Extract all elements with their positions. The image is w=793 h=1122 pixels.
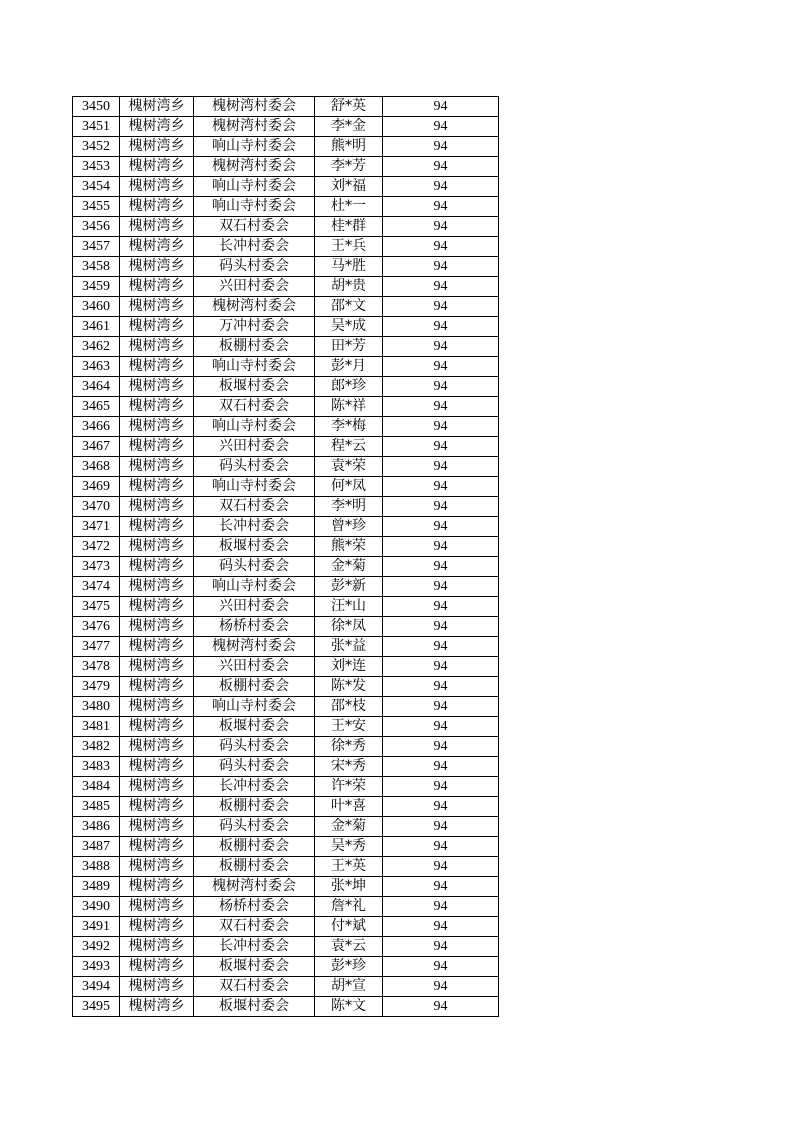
table-row xyxy=(73,817,499,837)
table-row xyxy=(73,517,499,537)
village-committee-cell: 板堰村委会 xyxy=(194,717,315,737)
person-name-cell: 吴*成 xyxy=(315,317,383,337)
serial-number-cell: 3455 xyxy=(73,197,120,217)
serial-number-cell: 3477 xyxy=(73,637,120,657)
village-committee-cell: 槐树湾村委会 xyxy=(194,157,315,177)
score-cell: 94 xyxy=(383,877,499,897)
table-row xyxy=(73,957,499,977)
score-cell: 94 xyxy=(383,757,499,777)
score-cell: 94 xyxy=(383,197,499,217)
person-name-cell: 李*芳 xyxy=(315,157,383,177)
score-cell: 94 xyxy=(383,97,499,117)
serial-number-cell: 3481 xyxy=(73,717,120,737)
score-cell: 94 xyxy=(383,837,499,857)
person-name-cell: 陈*文 xyxy=(315,997,383,1017)
score-cell: 94 xyxy=(383,357,499,377)
person-name-cell: 付*斌 xyxy=(315,917,383,937)
table-row xyxy=(73,457,499,477)
village-committee-cell: 响山寺村委会 xyxy=(194,417,315,437)
person-name-cell: 田*芳 xyxy=(315,337,383,357)
serial-number-cell: 3482 xyxy=(73,737,120,757)
score-cell: 94 xyxy=(383,677,499,697)
table-row xyxy=(73,657,499,677)
serial-number-cell: 3473 xyxy=(73,557,120,577)
serial-number-cell: 3480 xyxy=(73,697,120,717)
table-row xyxy=(73,537,499,557)
town-cell: 槐树湾乡 xyxy=(120,497,194,517)
table-row xyxy=(73,317,499,337)
table-row xyxy=(73,617,499,637)
table-row xyxy=(73,757,499,777)
person-name-cell: 王*英 xyxy=(315,857,383,877)
serial-number-cell: 3458 xyxy=(73,257,120,277)
town-cell: 槐树湾乡 xyxy=(120,157,194,177)
person-name-cell: 吴*秀 xyxy=(315,837,383,857)
serial-number-cell: 3462 xyxy=(73,337,120,357)
serial-number-cell: 3467 xyxy=(73,437,120,457)
table-row xyxy=(73,597,499,617)
serial-number-cell: 3454 xyxy=(73,177,120,197)
serial-number-cell: 3472 xyxy=(73,537,120,557)
table-row xyxy=(73,857,499,877)
serial-number-cell: 3469 xyxy=(73,477,120,497)
person-name-cell: 彭*珍 xyxy=(315,957,383,977)
table-row xyxy=(73,217,499,237)
person-name-cell: 徐*秀 xyxy=(315,737,383,757)
table-row xyxy=(73,357,499,377)
village-committee-cell: 板堰村委会 xyxy=(194,997,315,1017)
village-committee-cell: 码头村委会 xyxy=(194,457,315,477)
town-cell: 槐树湾乡 xyxy=(120,117,194,137)
person-name-cell: 袁*云 xyxy=(315,937,383,957)
town-cell: 槐树湾乡 xyxy=(120,217,194,237)
person-name-cell: 程*云 xyxy=(315,437,383,457)
score-cell: 94 xyxy=(383,497,499,517)
table-row xyxy=(73,297,499,317)
table-row xyxy=(73,237,499,257)
serial-number-cell: 3494 xyxy=(73,977,120,997)
serial-number-cell: 3463 xyxy=(73,357,120,377)
village-committee-cell: 码头村委会 xyxy=(194,817,315,837)
score-cell: 94 xyxy=(383,997,499,1017)
person-name-cell: 何*凤 xyxy=(315,477,383,497)
town-cell: 槐树湾乡 xyxy=(120,557,194,577)
score-cell: 94 xyxy=(383,557,499,577)
village-committee-cell: 兴田村委会 xyxy=(194,277,315,297)
person-name-cell: 桂*群 xyxy=(315,217,383,237)
village-committee-cell: 槐树湾村委会 xyxy=(194,297,315,317)
table-row xyxy=(73,437,499,457)
serial-number-cell: 3461 xyxy=(73,317,120,337)
serial-number-cell: 3492 xyxy=(73,937,120,957)
person-name-cell: 袁*荣 xyxy=(315,457,383,477)
village-committee-cell: 槐树湾村委会 xyxy=(194,117,315,137)
village-committee-cell: 响山寺村委会 xyxy=(194,477,315,497)
serial-number-cell: 3451 xyxy=(73,117,120,137)
village-committee-cell: 板棚村委会 xyxy=(194,857,315,877)
person-name-cell: 胡*宣 xyxy=(315,977,383,997)
village-committee-cell: 板堰村委会 xyxy=(194,537,315,557)
score-cell: 94 xyxy=(383,717,499,737)
score-cell: 94 xyxy=(383,417,499,437)
score-cell: 94 xyxy=(383,457,499,477)
score-cell: 94 xyxy=(383,917,499,937)
village-committee-cell: 双石村委会 xyxy=(194,397,315,417)
score-cell: 94 xyxy=(383,957,499,977)
person-name-cell: 詹*礼 xyxy=(315,897,383,917)
village-committee-cell: 码头村委会 xyxy=(194,557,315,577)
town-cell: 槐树湾乡 xyxy=(120,617,194,637)
village-committee-cell: 杨桥村委会 xyxy=(194,897,315,917)
village-committee-cell: 双石村委会 xyxy=(194,217,315,237)
serial-number-cell: 3466 xyxy=(73,417,120,437)
town-cell: 槐树湾乡 xyxy=(120,957,194,977)
town-cell: 槐树湾乡 xyxy=(120,737,194,757)
score-cell: 94 xyxy=(383,117,499,137)
score-cell: 94 xyxy=(383,317,499,337)
serial-number-cell: 3489 xyxy=(73,877,120,897)
town-cell: 槐树湾乡 xyxy=(120,777,194,797)
table-row xyxy=(73,257,499,277)
score-cell: 94 xyxy=(383,577,499,597)
score-cell: 94 xyxy=(383,697,499,717)
serial-number-cell: 3457 xyxy=(73,237,120,257)
score-cell: 94 xyxy=(383,797,499,817)
table-row xyxy=(73,737,499,757)
village-committee-cell: 板棚村委会 xyxy=(194,677,315,697)
serial-number-cell: 3483 xyxy=(73,757,120,777)
table-row xyxy=(73,197,499,217)
town-cell: 槐树湾乡 xyxy=(120,577,194,597)
person-name-cell: 李*金 xyxy=(315,117,383,137)
village-committee-cell: 响山寺村委会 xyxy=(194,577,315,597)
town-cell: 槐树湾乡 xyxy=(120,357,194,377)
town-cell: 槐树湾乡 xyxy=(120,537,194,557)
village-committee-cell: 兴田村委会 xyxy=(194,437,315,457)
table-row xyxy=(73,877,499,897)
village-committee-cell: 响山寺村委会 xyxy=(194,357,315,377)
person-name-cell: 熊*荣 xyxy=(315,537,383,557)
score-cell: 94 xyxy=(383,217,499,237)
village-committee-cell: 槐树湾村委会 xyxy=(194,97,315,117)
village-committee-cell: 兴田村委会 xyxy=(194,657,315,677)
town-cell: 槐树湾乡 xyxy=(120,277,194,297)
town-cell: 槐树湾乡 xyxy=(120,317,194,337)
serial-number-cell: 3486 xyxy=(73,817,120,837)
table-row xyxy=(73,897,499,917)
serial-number-cell: 3471 xyxy=(73,517,120,537)
table-row xyxy=(73,937,499,957)
score-cell: 94 xyxy=(383,437,499,457)
score-cell: 94 xyxy=(383,237,499,257)
person-name-cell: 彭*月 xyxy=(315,357,383,377)
village-committee-cell: 响山寺村委会 xyxy=(194,197,315,217)
person-name-cell: 曾*珍 xyxy=(315,517,383,537)
table-row xyxy=(73,117,499,137)
town-cell: 槐树湾乡 xyxy=(120,257,194,277)
town-cell: 槐树湾乡 xyxy=(120,517,194,537)
town-cell: 槐树湾乡 xyxy=(120,637,194,657)
person-name-cell: 马*胜 xyxy=(315,257,383,277)
serial-number-cell: 3491 xyxy=(73,917,120,937)
score-cell: 94 xyxy=(383,657,499,677)
town-cell: 槐树湾乡 xyxy=(120,337,194,357)
table-row xyxy=(73,777,499,797)
table-row xyxy=(73,137,499,157)
village-committee-cell: 响山寺村委会 xyxy=(194,177,315,197)
table-row xyxy=(73,637,499,657)
score-cell: 94 xyxy=(383,977,499,997)
person-name-cell: 徐*凤 xyxy=(315,617,383,637)
person-name-cell: 杜*一 xyxy=(315,197,383,217)
village-committee-cell: 长冲村委会 xyxy=(194,517,315,537)
town-cell: 槐树湾乡 xyxy=(120,817,194,837)
record-table xyxy=(72,96,499,1017)
serial-number-cell: 3474 xyxy=(73,577,120,597)
serial-number-cell: 3460 xyxy=(73,297,120,317)
town-cell: 槐树湾乡 xyxy=(120,377,194,397)
village-committee-cell: 杨桥村委会 xyxy=(194,617,315,637)
person-name-cell: 熊*明 xyxy=(315,137,383,157)
town-cell: 槐树湾乡 xyxy=(120,677,194,697)
town-cell: 槐树湾乡 xyxy=(120,177,194,197)
village-committee-cell: 响山寺村委会 xyxy=(194,137,315,157)
town-cell: 槐树湾乡 xyxy=(120,877,194,897)
serial-number-cell: 3493 xyxy=(73,957,120,977)
person-name-cell: 舒*英 xyxy=(315,97,383,117)
score-cell: 94 xyxy=(383,137,499,157)
person-name-cell: 许*荣 xyxy=(315,777,383,797)
table-row xyxy=(73,837,499,857)
score-cell: 94 xyxy=(383,617,499,637)
table-row xyxy=(73,797,499,817)
village-committee-cell: 板堰村委会 xyxy=(194,957,315,977)
village-committee-cell: 板棚村委会 xyxy=(194,797,315,817)
score-cell: 94 xyxy=(383,517,499,537)
serial-number-cell: 3456 xyxy=(73,217,120,237)
serial-number-cell: 3490 xyxy=(73,897,120,917)
village-committee-cell: 双石村委会 xyxy=(194,497,315,517)
village-committee-cell: 码头村委会 xyxy=(194,257,315,277)
table-row xyxy=(73,177,499,197)
table-row xyxy=(73,697,499,717)
score-cell: 94 xyxy=(383,897,499,917)
serial-number-cell: 3484 xyxy=(73,777,120,797)
town-cell: 槐树湾乡 xyxy=(120,997,194,1017)
serial-number-cell: 3488 xyxy=(73,857,120,877)
town-cell: 槐树湾乡 xyxy=(120,197,194,217)
town-cell: 槐树湾乡 xyxy=(120,897,194,917)
town-cell: 槐树湾乡 xyxy=(120,417,194,437)
table-row xyxy=(73,717,499,737)
town-cell: 槐树湾乡 xyxy=(120,697,194,717)
serial-number-cell: 3450 xyxy=(73,97,120,117)
serial-number-cell: 3465 xyxy=(73,397,120,417)
person-name-cell: 陈*祥 xyxy=(315,397,383,417)
score-cell: 94 xyxy=(383,817,499,837)
village-committee-cell: 兴田村委会 xyxy=(194,597,315,617)
score-cell: 94 xyxy=(383,537,499,557)
record-table-body xyxy=(73,97,499,1017)
score-cell: 94 xyxy=(383,297,499,317)
village-committee-cell: 板堰村委会 xyxy=(194,377,315,397)
village-committee-cell: 双石村委会 xyxy=(194,977,315,997)
village-committee-cell: 响山寺村委会 xyxy=(194,697,315,717)
table-row xyxy=(73,277,499,297)
score-cell: 94 xyxy=(383,777,499,797)
person-name-cell: 彭*新 xyxy=(315,577,383,597)
table-row xyxy=(73,97,499,117)
score-cell: 94 xyxy=(383,277,499,297)
person-name-cell: 李*梅 xyxy=(315,417,383,437)
score-cell: 94 xyxy=(383,597,499,617)
score-cell: 94 xyxy=(383,337,499,357)
serial-number-cell: 3475 xyxy=(73,597,120,617)
table-row xyxy=(73,337,499,357)
person-name-cell: 叶*喜 xyxy=(315,797,383,817)
table-row xyxy=(73,997,499,1017)
person-name-cell: 金*菊 xyxy=(315,817,383,837)
town-cell: 槐树湾乡 xyxy=(120,717,194,737)
table-row xyxy=(73,577,499,597)
table-row xyxy=(73,477,499,497)
person-name-cell: 胡*贵 xyxy=(315,277,383,297)
town-cell: 槐树湾乡 xyxy=(120,437,194,457)
table-row xyxy=(73,397,499,417)
person-name-cell: 王*兵 xyxy=(315,237,383,257)
village-committee-cell: 板棚村委会 xyxy=(194,837,315,857)
town-cell: 槐树湾乡 xyxy=(120,857,194,877)
score-cell: 94 xyxy=(383,377,499,397)
person-name-cell: 郎*珍 xyxy=(315,377,383,397)
table-row xyxy=(73,377,499,397)
town-cell: 槐树湾乡 xyxy=(120,477,194,497)
serial-number-cell: 3464 xyxy=(73,377,120,397)
town-cell: 槐树湾乡 xyxy=(120,837,194,857)
town-cell: 槐树湾乡 xyxy=(120,917,194,937)
table-row xyxy=(73,977,499,997)
serial-number-cell: 3485 xyxy=(73,797,120,817)
score-cell: 94 xyxy=(383,397,499,417)
village-committee-cell: 万冲村委会 xyxy=(194,317,315,337)
serial-number-cell: 3495 xyxy=(73,997,120,1017)
score-cell: 94 xyxy=(383,937,499,957)
serial-number-cell: 3459 xyxy=(73,277,120,297)
village-committee-cell: 槐树湾村委会 xyxy=(194,877,315,897)
town-cell: 槐树湾乡 xyxy=(120,597,194,617)
serial-number-cell: 3468 xyxy=(73,457,120,477)
village-committee-cell: 槐树湾村委会 xyxy=(194,637,315,657)
serial-number-cell: 3479 xyxy=(73,677,120,697)
town-cell: 槐树湾乡 xyxy=(120,137,194,157)
town-cell: 槐树湾乡 xyxy=(120,97,194,117)
serial-number-cell: 3470 xyxy=(73,497,120,517)
person-name-cell: 邵*文 xyxy=(315,297,383,317)
village-committee-cell: 板棚村委会 xyxy=(194,337,315,357)
score-cell: 94 xyxy=(383,637,499,657)
town-cell: 槐树湾乡 xyxy=(120,757,194,777)
score-cell: 94 xyxy=(383,737,499,757)
serial-number-cell: 3487 xyxy=(73,837,120,857)
village-committee-cell: 长冲村委会 xyxy=(194,237,315,257)
serial-number-cell: 3476 xyxy=(73,617,120,637)
person-name-cell: 王*安 xyxy=(315,717,383,737)
town-cell: 槐树湾乡 xyxy=(120,457,194,477)
person-name-cell: 李*明 xyxy=(315,497,383,517)
table-row xyxy=(73,557,499,577)
table-row xyxy=(73,497,499,517)
village-committee-cell: 长冲村委会 xyxy=(194,937,315,957)
serial-number-cell: 3453 xyxy=(73,157,120,177)
table-row xyxy=(73,677,499,697)
serial-number-cell: 3478 xyxy=(73,657,120,677)
village-committee-cell: 长冲村委会 xyxy=(194,777,315,797)
serial-number-cell: 3452 xyxy=(73,137,120,157)
town-cell: 槐树湾乡 xyxy=(120,657,194,677)
score-cell: 94 xyxy=(383,157,499,177)
town-cell: 槐树湾乡 xyxy=(120,397,194,417)
table-row xyxy=(73,417,499,437)
village-committee-cell: 双石村委会 xyxy=(194,917,315,937)
table-row xyxy=(73,917,499,937)
town-cell: 槐树湾乡 xyxy=(120,237,194,257)
town-cell: 槐树湾乡 xyxy=(120,797,194,817)
person-name-cell: 刘*福 xyxy=(315,177,383,197)
person-name-cell: 张*益 xyxy=(315,637,383,657)
town-cell: 槐树湾乡 xyxy=(120,937,194,957)
person-name-cell: 张*坤 xyxy=(315,877,383,897)
score-cell: 94 xyxy=(383,257,499,277)
person-name-cell: 宋*秀 xyxy=(315,757,383,777)
person-name-cell: 邵*枝 xyxy=(315,697,383,717)
score-cell: 94 xyxy=(383,857,499,877)
person-name-cell: 刘*连 xyxy=(315,657,383,677)
person-name-cell: 汪*山 xyxy=(315,597,383,617)
village-committee-cell: 码头村委会 xyxy=(194,757,315,777)
town-cell: 槐树湾乡 xyxy=(120,297,194,317)
score-cell: 94 xyxy=(383,477,499,497)
village-committee-cell: 码头村委会 xyxy=(194,737,315,757)
person-name-cell: 金*菊 xyxy=(315,557,383,577)
person-name-cell: 陈*发 xyxy=(315,677,383,697)
town-cell: 槐树湾乡 xyxy=(120,977,194,997)
score-cell: 94 xyxy=(383,177,499,197)
table-row xyxy=(73,157,499,177)
